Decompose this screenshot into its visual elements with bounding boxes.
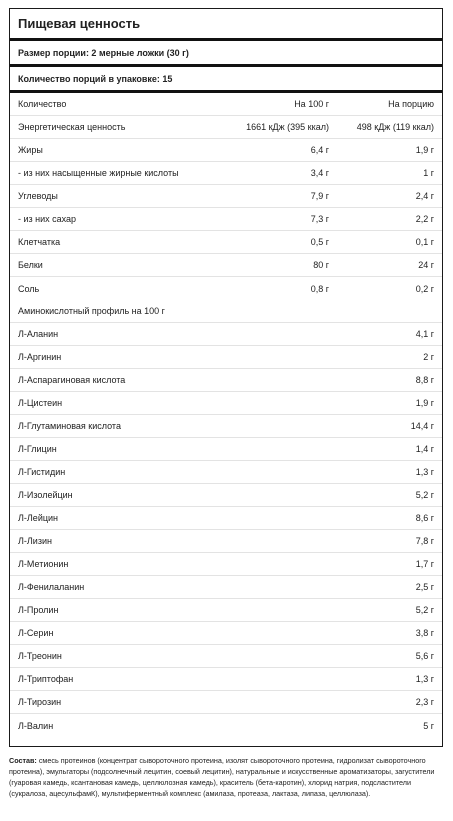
amino-row <box>10 346 442 369</box>
amino-value: 2,3 г <box>415 697 434 707</box>
nutrient-row <box>10 116 442 139</box>
amino-value: 1,3 г <box>415 467 434 477</box>
header-name: Количество <box>18 99 67 109</box>
amino-name: Л-Треонин <box>18 651 62 661</box>
nutrient-row <box>10 139 442 162</box>
amino-row <box>10 691 442 714</box>
amino-name: Л-Валин <box>18 720 54 731</box>
amino-row <box>10 323 442 346</box>
amino-name: Л-Глутаминовая кислота <box>18 421 121 431</box>
amino-row <box>10 438 442 461</box>
amino-name: Л-Гистидин <box>18 467 66 477</box>
header-per100: На 100 г <box>294 99 329 109</box>
amino-name: Л-Тирозин <box>18 697 62 707</box>
nutrient-per100: 0,5 г <box>310 237 329 247</box>
amino-name: Л-Триптофан <box>18 674 74 684</box>
panel-title: Пищевая ценность <box>10 9 442 41</box>
nutrient-per-serving: 2,2 г <box>415 214 434 224</box>
nutrient-name: - из них сахар <box>18 214 77 224</box>
amino-value: 14,4 г <box>410 421 434 431</box>
amino-value: 1,3 г <box>415 674 434 684</box>
amino-value: 2,5 г <box>415 582 434 592</box>
amino-row <box>10 530 442 553</box>
composition-body: смесь протеинов (концентрат сывороточного протеина, изолят сывороточного протеина, гидролизат сывороточного протеина), эмульгаторы (подсолнечный лецитин, соевый лецитин), натуральные и искусственные ароматизаторы, загустители (гуаровая камедь, ксантановая камедь, целлюлозная камедь), краситель (бета-каротин), хлорид натрия, подсластители (сукралоза, ацесульфамК), мультиферментный комплекс (амилаза, протеаза, лактаза, липаза, целлюлаза). <box>9 756 435 798</box>
nutrition-facts-panel <box>9 8 443 747</box>
amino-name: Л-Метионин <box>18 559 69 569</box>
amino-name: Л-Аргинин <box>18 352 62 362</box>
composition-text <box>9 755 443 799</box>
nutrient-name: Энергетическая ценность <box>18 122 126 132</box>
amino-name: Л-Лейцин <box>18 513 58 523</box>
amino-value: 2 г <box>423 352 434 362</box>
nutrient-row <box>10 185 442 208</box>
nutrient-row <box>10 277 442 300</box>
header-per-serving: На порцию <box>388 99 434 109</box>
amino-name: Л-Пролин <box>18 605 59 615</box>
amino-row <box>10 461 442 484</box>
amino-row <box>10 484 442 507</box>
nutrients-list <box>10 116 442 300</box>
amino-row <box>10 645 442 668</box>
amino-name: Л-Аланин <box>18 329 59 339</box>
nutrient-per-serving: 498 кДж (119 ккал) <box>356 122 434 132</box>
amino-header: Аминокислотный профиль на 100 г <box>18 306 165 316</box>
amino-value: 3,8 г <box>415 628 434 638</box>
amino-row <box>10 507 442 530</box>
nutrient-per100: 7,3 г <box>310 214 329 224</box>
amino-acid-list <box>10 323 442 737</box>
nutrient-per100: 3,4 г <box>310 168 329 178</box>
amino-header-row <box>10 300 442 323</box>
nutrient-row <box>10 208 442 231</box>
amino-name: Л-Лизин <box>18 536 52 546</box>
nutrient-per100: 7,9 г <box>310 191 329 201</box>
nutrient-per-serving: 24 г <box>418 260 434 270</box>
amino-value: 7,8 г <box>415 536 434 546</box>
amino-value: 5,6 г <box>415 651 434 661</box>
amino-name: Л-Аспарагиновая кислота <box>18 375 126 385</box>
amino-value: 5,2 г <box>415 490 434 500</box>
nutrient-per-serving: 1 г <box>423 168 434 178</box>
composition-label: Состав: <box>9 756 37 765</box>
amino-row <box>10 668 442 691</box>
amino-name: Л-Изолейцин <box>18 490 73 500</box>
nutrient-name: Белки <box>18 260 43 270</box>
nutrient-name: Углеводы <box>18 191 58 201</box>
nutrient-per-serving: 2,4 г <box>415 191 434 201</box>
nutrient-name: - из них насыщенные жирные кислоты <box>18 168 179 178</box>
amino-value: 4,1 г <box>415 329 434 339</box>
amino-value: 8,6 г <box>415 513 434 523</box>
servings-per-container: Количество порций в упаковке: 15 <box>10 67 442 93</box>
amino-name: Л-Цистеин <box>18 398 63 408</box>
nutrient-name: Соль <box>18 283 40 294</box>
nutrient-header-row <box>10 93 442 116</box>
serving-size: Размер порции: 2 мерные ложки (30 г) <box>10 41 442 67</box>
nutrient-name: Клетчатка <box>18 237 61 247</box>
nutrient-per-serving: 1,9 г <box>415 145 434 155</box>
amino-row <box>10 622 442 645</box>
amino-value: 5 г <box>423 720 434 731</box>
nutrient-per100: 80 г <box>313 260 329 270</box>
nutrient-row <box>10 231 442 254</box>
nutrient-per100: 1661 кДж (395 ккал) <box>246 122 329 132</box>
nutrient-per-serving: 0,1 г <box>415 237 434 247</box>
nutrient-row <box>10 254 442 277</box>
nutrient-name: Жиры <box>18 145 43 155</box>
amino-row <box>10 392 442 415</box>
amino-name: Л-Фенилаланин <box>18 582 85 592</box>
amino-value: 1,7 г <box>415 559 434 569</box>
nutrient-per100: 6,4 г <box>310 145 329 155</box>
amino-value: 5,2 г <box>415 605 434 615</box>
amino-row <box>10 714 442 737</box>
amino-row <box>10 415 442 438</box>
amino-name: Л-Глицин <box>18 444 57 454</box>
nutrient-per100: 0,8 г <box>310 283 329 294</box>
nutrient-per-serving: 0,2 г <box>415 283 434 294</box>
amino-row <box>10 576 442 599</box>
amino-value: 1,4 г <box>415 444 434 454</box>
amino-value: 1,9 г <box>415 398 434 408</box>
amino-row <box>10 553 442 576</box>
amino-row <box>10 599 442 622</box>
nutrient-row <box>10 162 442 185</box>
amino-value: 8,8 г <box>415 375 434 385</box>
amino-name: Л-Серин <box>18 628 54 638</box>
amino-row <box>10 369 442 392</box>
